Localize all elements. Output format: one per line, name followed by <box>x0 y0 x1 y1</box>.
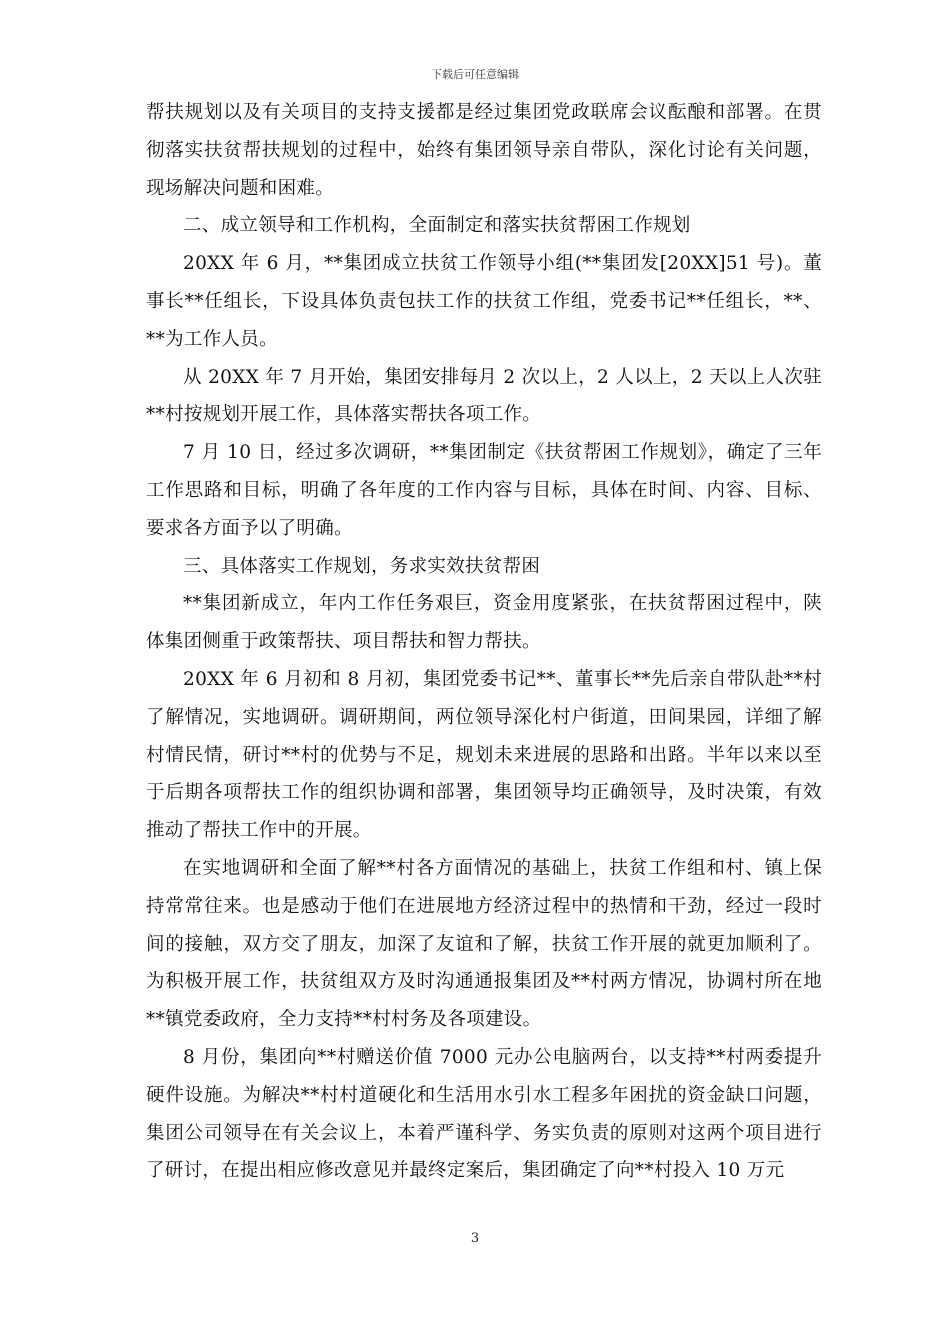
section-heading-3: 三、具体落实工作规划，务求实效扶贫帮困 <box>183 555 541 577</box>
paragraph-7: 在实地调研和全面了解**村各方面情况的基础上，扶贫工作组和村、镇上保持常常往来。也是感动于他们在进展地方经济过程中的热情和干劲，经过一段时间的接触，双方交了朋友，加深了友谊和了解，扶贫工作开展的就更加顺利了。为积极开展工作，扶贫组双方及时沟通通报集团及**村两方情况，协调村所在地**镇党委政府，全力支持**村村务及各项建设。 <box>146 857 822 1031</box>
paragraph-6: 20XX 年 6 月初和 8 月初，集团党委书记**、董事长**先后亲自带队赴**村了解情况，实地调研。调研期间，两位领导深化村户街道，田间果园，详细了解村情民情，研讨**村的优势与不足，规划未来进展的思路和出路。半年以来以至于后期各项帮扶工作的组织协调和部署，集团领导均正确领导，及时决策，有效推动了帮扶工作中的开展。 <box>146 668 822 842</box>
section-heading-2: 二、成立领导和工作机构，全面制定和落实扶贫帮困工作规划 <box>183 215 691 237</box>
paragraph-3: 从 20XX 年 7 月开始，集团安排每月 2 次以上，2 人以上，2 天以上人次驻**村按规划开展工作，具体落实帮扶各项工作。 <box>146 366 822 426</box>
paragraph-4: 7 月 10 日，经过多次调研，**集团制定《扶贫帮困工作规划》，确定了三年工作思路和目标，明确了各年度的工作内容与目标，具体在时间、内容、目标、要求各方面予以了明确。 <box>146 442 822 539</box>
paragraph-2: 20XX 年 6 月，**集团成立扶贫工作领导小组(**集团发[20XX]51 号)。董事长**任组长，下设具体负责包扶工作的扶贫工作组，党委书记**任组长，**、**为工作人员。 <box>146 253 822 350</box>
document-body <box>146 94 822 1190</box>
paragraph-8: 8 月份，集团向**村赠送价值 7000 元办公电脑两台，以支持**村两委提升硬件设施。为解决**村村道硬化和生活用水引水工程多年困扰的资金缺口问题，集团公司领导在有关会议上，本着严谨科学、务实负责的原则对这两个项目进行了研讨，在提出相应修改意见并最终定案后，集团确定了向**村投入 10 万元 <box>146 1046 822 1182</box>
paragraph-5: **集团新成立，年内工作任务艰巨，资金用度紧张，在扶贫帮困过程中，陕体集团侧重于政策帮扶、项目帮扶和智力帮扶。 <box>146 593 822 653</box>
page-number: 3 <box>470 1231 480 1246</box>
header-note: 下载后可任意编辑 <box>431 68 519 81</box>
paragraph-1: 帮扶规划以及有关项目的支持支援都是经过集团党政联席会议酝酿和部署。在贯彻落实扶贫帮扶规划的过程中，始终有集团领导亲自带队，深化讨论有关问题，现场解决问题和困难。 <box>146 102 822 199</box>
